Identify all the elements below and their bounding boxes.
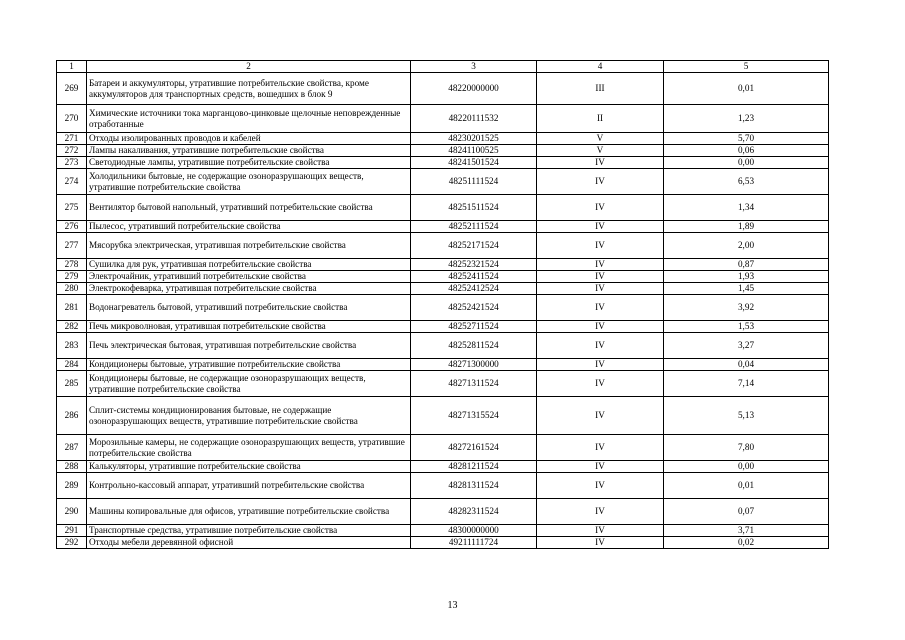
- row-number: 271: [57, 133, 87, 145]
- row-number: 274: [57, 169, 87, 195]
- table-row: [57, 435, 829, 461]
- waste-name: Пылесос, утративший потребительские свойства: [87, 221, 411, 233]
- row-number: 272: [57, 145, 87, 157]
- waste-amount: 1,93: [664, 271, 829, 283]
- waste-amount: 6,53: [664, 169, 829, 195]
- hazard-class: IV: [537, 271, 664, 283]
- row-number: 286: [57, 397, 87, 435]
- waste-name: Батареи и аккумуляторы, утратившие потребительские свойства, кроме аккумуляторов для транспортных средств, вошедших в блок 9: [87, 73, 411, 105]
- table-row: [57, 295, 829, 321]
- waste-name: Печь микроволновая, утратившая потребительские свойства: [87, 321, 411, 333]
- table-row: [57, 371, 829, 397]
- waste-amount: 1,34: [664, 195, 829, 221]
- fkko-code: 48300000000: [411, 525, 537, 537]
- row-number: 278: [57, 259, 87, 271]
- waste-amount: 0,87: [664, 259, 829, 271]
- waste-amount: 7,14: [664, 371, 829, 397]
- fkko-code: 48252421524: [411, 295, 537, 321]
- waste-name: Холодильники бытовые, не содержащие озоноразрушающих веществ, утратившие потребительские свойства: [87, 169, 411, 195]
- header-row: [57, 61, 829, 73]
- hazard-class: IV: [537, 435, 664, 461]
- hazard-class: IV: [537, 499, 664, 525]
- row-number: 285: [57, 371, 87, 397]
- waste-name: Калькуляторы, утратившие потребительские свойства: [87, 461, 411, 473]
- table-row: [57, 169, 829, 195]
- waste-name: Транспортные средства, утратившие потребительские свойства: [87, 525, 411, 537]
- row-number: 289: [57, 473, 87, 499]
- fkko-code: 48241100525: [411, 145, 537, 157]
- hazard-class: IV: [537, 473, 664, 499]
- table-row: [57, 397, 829, 435]
- row-number: 287: [57, 435, 87, 461]
- hazard-class: IV: [537, 157, 664, 169]
- fkko-code: 48271315524: [411, 397, 537, 435]
- table-row: [57, 461, 829, 473]
- table-row: [57, 333, 829, 359]
- waste-name: Лампы накаливания, утратившие потребительские свойства: [87, 145, 411, 157]
- waste-name: Печь электрическая бытовая, утратившая потребительские свойства: [87, 333, 411, 359]
- row-number: 291: [57, 525, 87, 537]
- hazard-class: IV: [537, 371, 664, 397]
- waste-amount: 3,71: [664, 525, 829, 537]
- fkko-code: 48252412524: [411, 283, 537, 295]
- table-row: [57, 105, 829, 133]
- fkko-code: 48281211524: [411, 461, 537, 473]
- waste-amount: 5,13: [664, 397, 829, 435]
- waste-name: Кондиционеры бытовые, не содержащие озоноразрушающих веществ, утратившие потребительские свойства: [87, 371, 411, 397]
- waste-amount: 0,01: [664, 473, 829, 499]
- hazard-class: IV: [537, 321, 664, 333]
- fkko-code: 48271311524: [411, 371, 537, 397]
- waste-name: Электрокофеварка, утратившая потребительские свойства: [87, 283, 411, 295]
- waste-name: Отходы мебели деревянной офисной: [87, 537, 411, 549]
- row-number: 284: [57, 359, 87, 371]
- row-number: 283: [57, 333, 87, 359]
- waste-name: Контрольно-кассовый аппарат, утративший потребительские свойства: [87, 473, 411, 499]
- waste-name: Отходы изолированных проводов и кабелей: [87, 133, 411, 145]
- hazard-class: IV: [537, 461, 664, 473]
- waste-name: Сплит-системы кондиционирования бытовые, не содержащие озоноразрушающих веществ, утратившие потребительские свойства: [87, 397, 411, 435]
- table-row: [57, 359, 829, 371]
- waste-name: Мясорубка электрическая, утратившая потребительские свойства: [87, 233, 411, 259]
- fkko-code: 48282311524: [411, 499, 537, 525]
- hazard-class: IV: [537, 359, 664, 371]
- table-row: [57, 73, 829, 105]
- waste-name: Светодиодные лампы, утратившие потребительские свойства: [87, 157, 411, 169]
- header-col-5: 5: [664, 61, 829, 73]
- hazard-class: IV: [537, 537, 664, 549]
- waste-name: Водонагреватель бытовой, утративший потребительские свойства: [87, 295, 411, 321]
- waste-name: Машины копировальные для офисов, утратившие потребительские свойства: [87, 499, 411, 525]
- row-number: 292: [57, 537, 87, 549]
- fkko-code: 48252811524: [411, 333, 537, 359]
- table-row: [57, 537, 829, 549]
- hazard-class: II: [537, 105, 664, 133]
- row-number: 281: [57, 295, 87, 321]
- waste-amount: 1,53: [664, 321, 829, 333]
- fkko-code: 48281311524: [411, 473, 537, 499]
- hazard-class: IV: [537, 259, 664, 271]
- row-number: 290: [57, 499, 87, 525]
- header-col-1: 1: [57, 61, 87, 73]
- hazard-class: IV: [537, 397, 664, 435]
- waste-amount: 0,01: [664, 73, 829, 105]
- page-number: 13: [447, 600, 458, 611]
- row-number: 273: [57, 157, 87, 169]
- fkko-code: 48272161524: [411, 435, 537, 461]
- fkko-code: 48230201525: [411, 133, 537, 145]
- waste-amount: 0,07: [664, 499, 829, 525]
- row-number: 280: [57, 283, 87, 295]
- waste-name: Химические источники тока марганцово-цинковые щелочные неповрежденные отработанные: [87, 105, 411, 133]
- hazard-class: V: [537, 133, 664, 145]
- row-number: 269: [57, 73, 87, 105]
- table-row: [57, 473, 829, 499]
- row-number: 277: [57, 233, 87, 259]
- waste-amount: 3,27: [664, 333, 829, 359]
- table-row: [57, 133, 829, 145]
- row-number: 279: [57, 271, 87, 283]
- waste-amount: 0,00: [664, 157, 829, 169]
- table-row: [57, 157, 829, 169]
- hazard-class: IV: [537, 525, 664, 537]
- hazard-class: IV: [537, 233, 664, 259]
- waste-amount: 1,89: [664, 221, 829, 233]
- waste-amount: 5,70: [664, 133, 829, 145]
- header-col-3: 3: [411, 61, 537, 73]
- row-number: 288: [57, 461, 87, 473]
- fkko-code: 48220111532: [411, 105, 537, 133]
- waste-amount: 0,02: [664, 537, 829, 549]
- row-number: 275: [57, 195, 87, 221]
- hazard-class: IV: [537, 295, 664, 321]
- waste-amount: 7,80: [664, 435, 829, 461]
- waste-name: Вентилятор бытовой напольный, утративший потребительские свойства: [87, 195, 411, 221]
- hazard-class: III: [537, 73, 664, 105]
- waste-amount: 0,04: [664, 359, 829, 371]
- table-body: [57, 73, 829, 549]
- hazard-class: IV: [537, 221, 664, 233]
- hazard-class: IV: [537, 333, 664, 359]
- waste-amount: 2,00: [664, 233, 829, 259]
- waste-amount: 1,23: [664, 105, 829, 133]
- fkko-code: 49211111724: [411, 537, 537, 549]
- fkko-code: 48271300000: [411, 359, 537, 371]
- table-row: [57, 321, 829, 333]
- table-row: [57, 259, 829, 271]
- fkko-code: 48252411524: [411, 271, 537, 283]
- waste-name: Кондиционеры бытовые, утратившие потребительские свойства: [87, 359, 411, 371]
- waste-name: Морозильные камеры, не содержащие озоноразрушающих веществ, утратившие потребительские свойства: [87, 435, 411, 461]
- fkko-code: 48252711524: [411, 321, 537, 333]
- row-number: 282: [57, 321, 87, 333]
- waste-amount: 1,45: [664, 283, 829, 295]
- row-number: 276: [57, 221, 87, 233]
- table-row: [57, 195, 829, 221]
- fkko-code: 48220000000: [411, 73, 537, 105]
- table-row: [57, 233, 829, 259]
- table-row: [57, 145, 829, 157]
- waste-amount: 0,00: [664, 461, 829, 473]
- fkko-code: 48251511524: [411, 195, 537, 221]
- table-row: [57, 283, 829, 295]
- waste-table: [56, 60, 829, 549]
- fkko-code: 48241501524: [411, 157, 537, 169]
- fkko-code: 48251111524: [411, 169, 537, 195]
- row-number: 270: [57, 105, 87, 133]
- fkko-code: 48252111524: [411, 221, 537, 233]
- hazard-class: IV: [537, 169, 664, 195]
- waste-name: Электрочайник, утративший потребительские свойства: [87, 271, 411, 283]
- header-col-4: 4: [537, 61, 664, 73]
- hazard-class: IV: [537, 195, 664, 221]
- table-row: [57, 499, 829, 525]
- waste-name: Сушилка для рук, утратившая потребительские свойства: [87, 259, 411, 271]
- table-row: [57, 271, 829, 283]
- fkko-code: 48252171524: [411, 233, 537, 259]
- header-col-2: 2: [87, 61, 411, 73]
- fkko-code: 48252321524: [411, 259, 537, 271]
- hazard-class: IV: [537, 283, 664, 295]
- table-row: [57, 221, 829, 233]
- waste-amount: 3,92: [664, 295, 829, 321]
- waste-amount: 0,06: [664, 145, 829, 157]
- hazard-class: V: [537, 145, 664, 157]
- table-row: [57, 525, 829, 537]
